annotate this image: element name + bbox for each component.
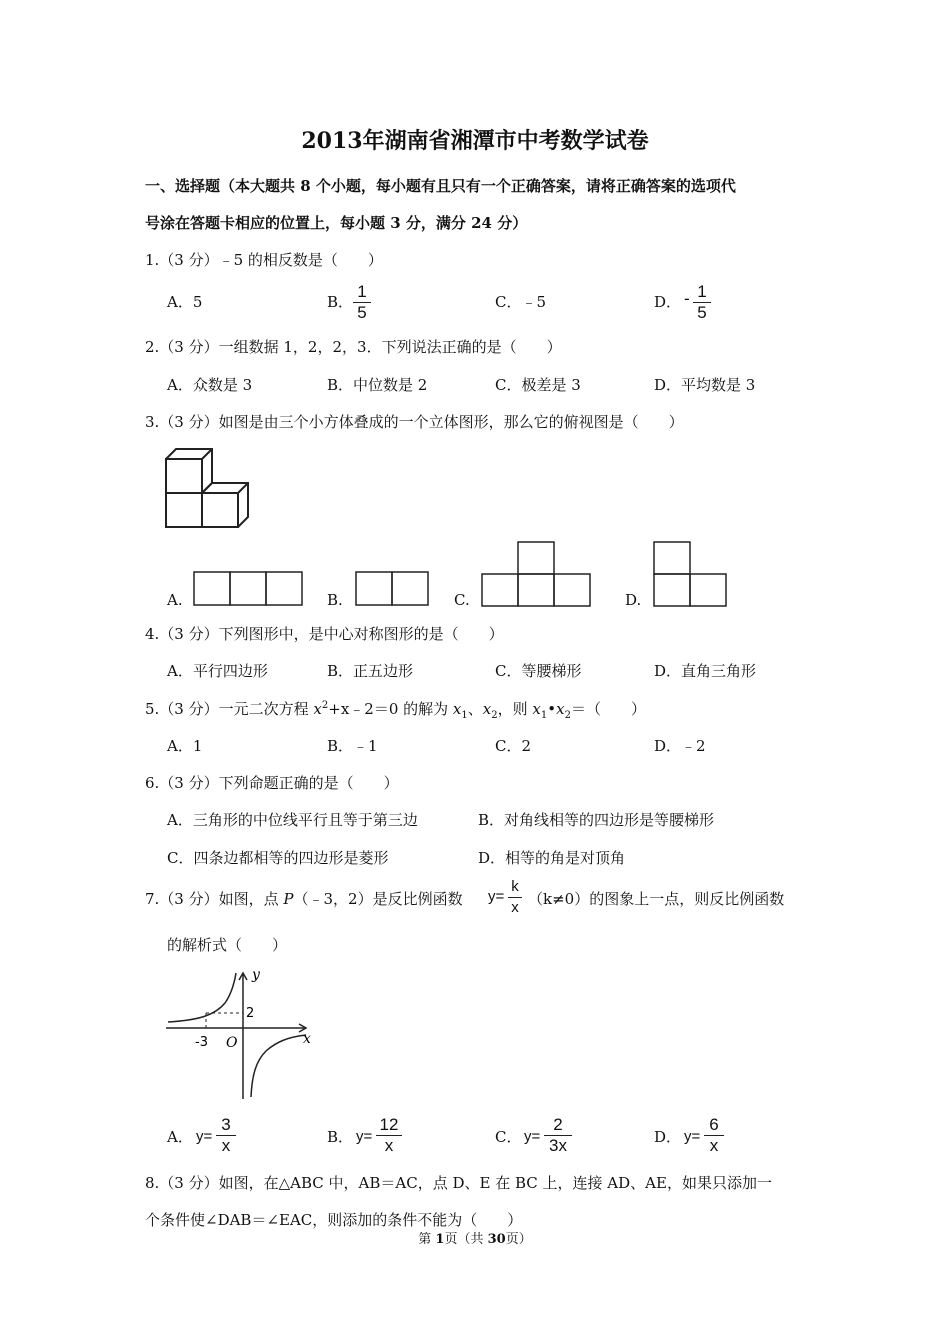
question-7-option-d-fraction — [704, 1116, 724, 1155]
question-3-stem: 3.（3 分）如图是由三个小方体叠成的一个立体图形，那么它的俯视图是（ ） — [145, 413, 684, 431]
question-8-stem-line2: 个条件使∠DAB＝∠EAC，则添加的条件不能为（ ） — [145, 1211, 523, 1229]
question-1-option-d-sign: - — [684, 289, 690, 308]
fraction-numerator: 12 — [379, 1115, 399, 1134]
question-1-option-d-label: D． — [654, 293, 682, 311]
question-5-option-c: C．2 — [495, 737, 532, 755]
question-8-stem-line1: 8.（3 分）如图，在△ABC 中，AB＝AC，点 D、E 在 BC 上，连接 AD、AE，如果只添加一 — [145, 1174, 772, 1192]
question-7-option-a-label: A． — [167, 1128, 193, 1146]
question-1-option-d-fraction — [693, 283, 711, 322]
question-4-option-c: C．等腰梯形 — [495, 662, 582, 680]
page-footer: 第 1页（共 30页） — [418, 1232, 532, 1247]
question-4-option-d: D．直角三角形 — [654, 662, 757, 680]
question-2-option-d: D．平均数是 3 — [654, 376, 756, 394]
fraction-denominator: x — [384, 1136, 394, 1155]
question-1-stem: 1.（3 分）﹣5 的相反数是（ ） — [145, 251, 383, 269]
question-7-option-b-y: y= — [356, 1128, 373, 1145]
graph-x-tick: -3 — [195, 1035, 208, 1050]
question-3-option-d-figure — [652, 540, 730, 608]
question-6-option-a: A．三角形的中位线平行且等于第三边 — [167, 811, 418, 829]
question-3-option-c-label: C. — [454, 591, 470, 609]
graph-x-label: x — [303, 1031, 311, 1047]
fraction-denominator: x — [709, 1136, 719, 1155]
question-7-option-c-label: C． — [495, 1128, 522, 1146]
question-2-option-c: C．极差是 3 — [495, 376, 581, 394]
question-3-solid-figure — [160, 443, 255, 533]
graph-y-tick: 2 — [246, 1006, 255, 1021]
fraction-denominator: x — [511, 899, 519, 916]
question-7-stem-part2: （k≠0）的图象上一点，则反比例函数 — [528, 890, 785, 908]
question-2-option-a: A．众数是 3 — [167, 376, 253, 394]
section-heading-line2: 号涂在答题卡相应的位置上，每小题 3 分，满分 24 分） — [145, 214, 528, 232]
graph-origin-label: O — [226, 1035, 238, 1051]
question-5-stem: 5.（3 分）一元二次方程 $x^2+x﹣2=0$ 的解为 $x_1$、$x_2$，则 $x_1•x_2=$（ ） — [145, 700, 646, 721]
question-3-option-d-label: D. — [625, 591, 642, 609]
question-7-option-b-label: B． — [327, 1128, 354, 1146]
question-1-option-c: C．﹣5 — [495, 293, 547, 311]
graph-y-label: y — [252, 967, 260, 983]
question-7-option-d-y: y= — [684, 1128, 701, 1145]
question-1-option-a: A．5 — [167, 293, 203, 311]
question-3-option-c-figure — [480, 540, 594, 608]
question-3-option-b-figure — [354, 570, 432, 608]
fraction-numerator: 6 — [709, 1115, 719, 1134]
question-7-option-c-fraction — [544, 1116, 572, 1155]
question-6-stem: 6.（3 分）下列命题正确的是（ ） — [145, 774, 399, 792]
question-2-stem: 2.（3 分）一组数据 1，2，2，3．下列说法正确的是（ ） — [145, 338, 562, 356]
question-7-hyperbola-graph — [160, 965, 320, 1103]
question-7-function-fraction — [508, 878, 522, 917]
fraction-numerator: 1 — [357, 282, 367, 301]
fraction-numerator: 2 — [553, 1115, 563, 1134]
question-7-option-a-y: y= — [196, 1128, 213, 1145]
question-7-option-a-fraction — [216, 1116, 236, 1155]
question-5-option-a: A．1 — [167, 737, 203, 755]
question-4-option-a: A．平行四边形 — [167, 662, 268, 680]
question-7-option-c-y: y= — [524, 1128, 541, 1145]
question-1-option-b-label: B． — [327, 293, 354, 311]
question-7-stem-part1: 7.（3 分）如图，点 P（﹣3，2）是反比例函数 — [145, 890, 463, 908]
fraction-denominator: 5 — [697, 303, 707, 322]
question-7-option-d-label: D． — [654, 1128, 682, 1146]
fraction-numerator: 3 — [221, 1115, 231, 1134]
fraction-denominator: 5 — [357, 303, 367, 322]
question-7-option-b-fraction — [376, 1116, 402, 1155]
question-3-option-b-label: B. — [327, 591, 343, 609]
question-5-option-b: B．﹣1 — [327, 737, 378, 755]
question-3-option-a-figure — [192, 570, 306, 608]
question-2-option-b: B．中位数是 2 — [327, 376, 428, 394]
section-heading-line1: 一、选择题（本大题共 8 个小题，每小题有且只有一个正确答案，请将正确答案的选项代 — [145, 177, 736, 195]
fraction-numerator: k — [511, 878, 519, 895]
question-7-function-y: y= — [488, 888, 505, 905]
question-7-stem-line2: 的解析式（ ） — [167, 936, 288, 954]
question-6-option-d: D．相等的角是对顶角 — [478, 849, 626, 867]
fraction-numerator: 1 — [697, 282, 707, 301]
question-4-option-b: B．正五边形 — [327, 662, 414, 680]
question-6-option-c: C．四条边都相等的四边形是菱形 — [167, 849, 389, 867]
fraction-denominator: x — [221, 1136, 231, 1155]
question-3-option-a-label: A. — [167, 591, 183, 609]
question-6-option-b: B．对角线相等的四边形是等腰梯形 — [478, 811, 715, 829]
question-5-option-d: D．﹣2 — [654, 737, 706, 755]
fraction-denominator: 3x — [549, 1136, 567, 1155]
question-4-stem: 4.（3 分）下列图形中，是中心对称图形的是（ ） — [145, 625, 504, 643]
page-title: 2013年湖南省湘潭市中考数学试卷 — [301, 128, 649, 154]
question-1-option-b-fraction — [353, 283, 371, 322]
